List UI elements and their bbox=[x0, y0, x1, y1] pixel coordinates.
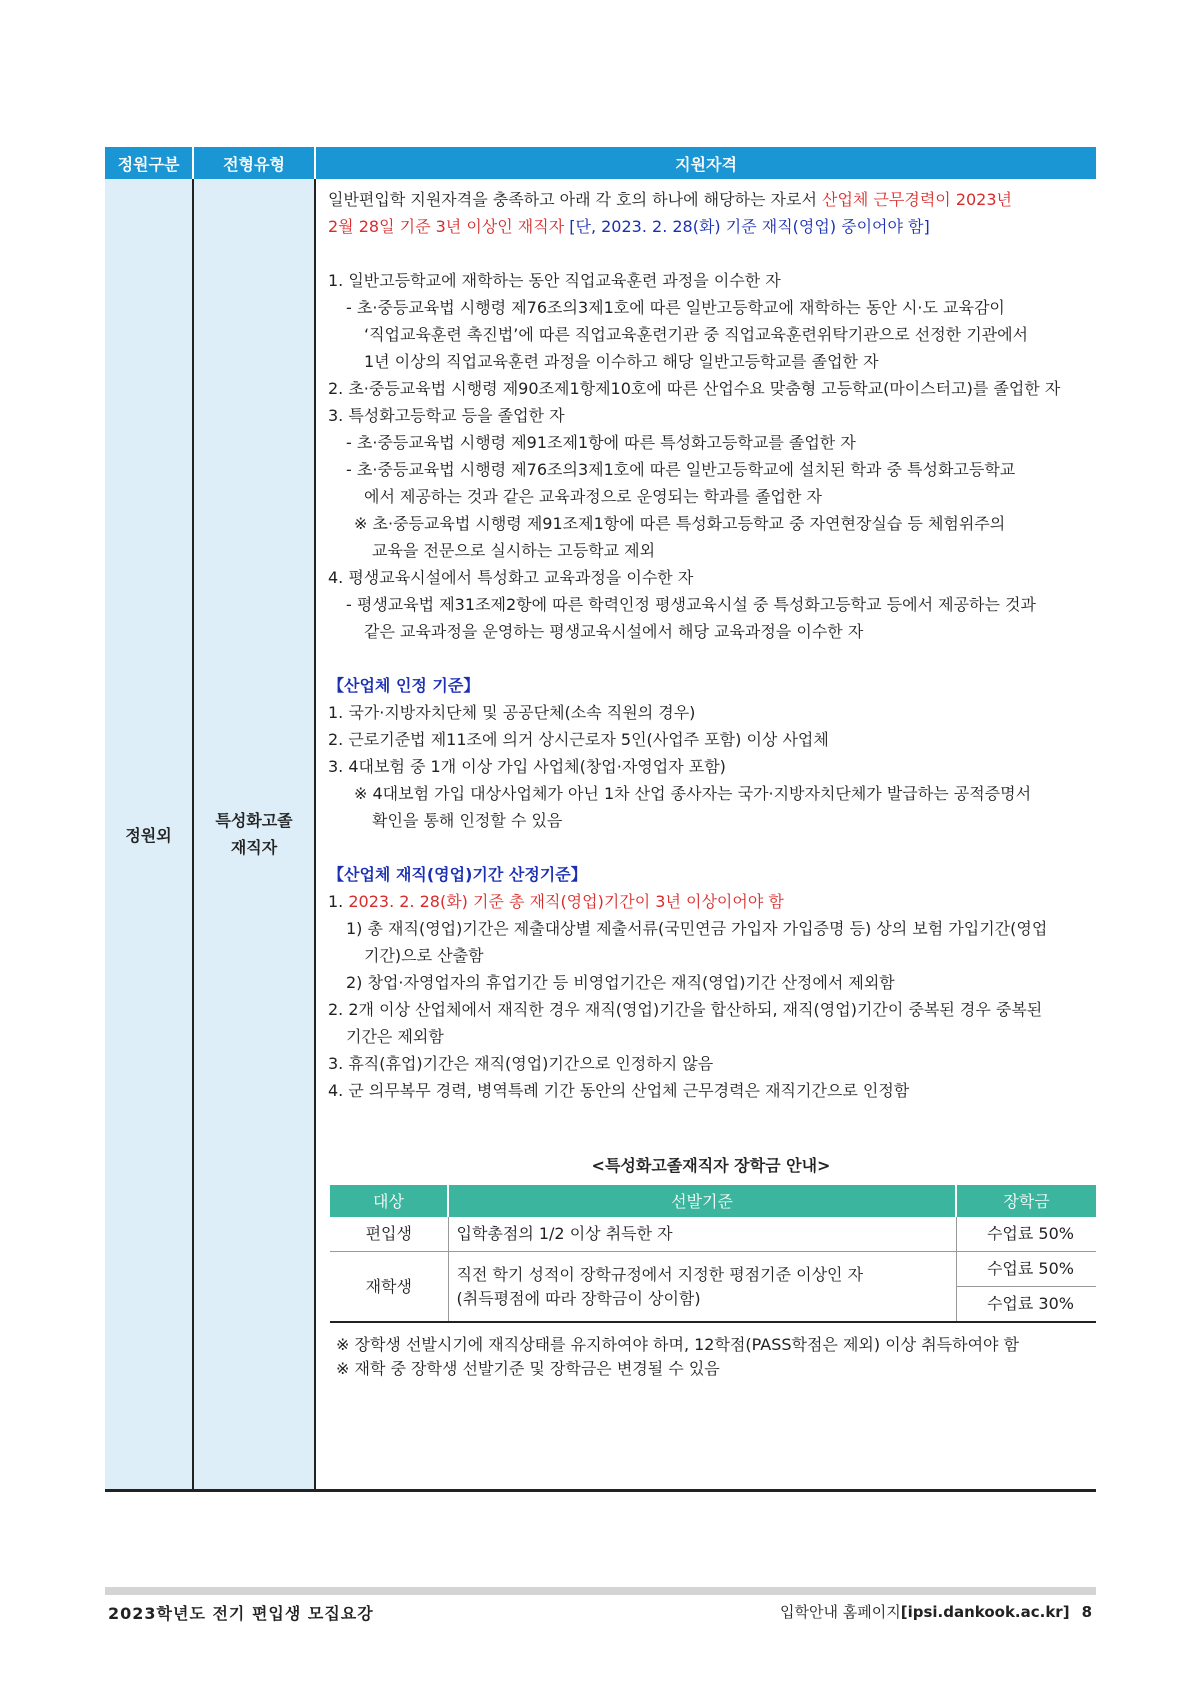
page-number: 8 bbox=[1081, 1603, 1092, 1621]
table-header-row bbox=[105, 147, 1096, 179]
criteria-item: 1. 국가·지방자치단체 및 공공단체(소속 직원의 경우) bbox=[328, 703, 696, 722]
type-label-line1: 특성화고졸 bbox=[215, 811, 293, 830]
qualification-cell bbox=[315, 179, 1096, 1491]
qual-item: ‘직업교육훈련 촉진법’에 따른 직업교육훈련기관 중 직업교육훈련위탁기관으로 선정한 기관에서 bbox=[364, 325, 1029, 344]
qual-item: - 초·중등교육법 시행령 제91조제1항에 따른 특성화고등학교를 졸업한 자 bbox=[346, 433, 856, 452]
scholarship-amount: 수업료 50% bbox=[956, 1252, 1096, 1287]
period-item: 4. 군 의무복무 경력, 병역특례 기간 동안의 산업체 근무경력은 재직기간으로 인정함 bbox=[328, 1081, 910, 1100]
period-item: 2) 창업·자영업자의 휴업기간 등 비영업기간은 재직(영업)기간 산정에서 제외함 bbox=[346, 973, 895, 992]
scholarship-table bbox=[330, 1185, 1096, 1323]
scholarship-header-amount: 장학금 bbox=[956, 1185, 1096, 1217]
qual-item: 4. 평생교육시설에서 특성화고 교육과정을 이수한 자 bbox=[328, 568, 694, 587]
intro-text: 일반편입학 지원자격을 충족하고 아래 각 호의 하나에 해당하는 자로서 bbox=[328, 190, 822, 209]
scholarship-target: 편입생 bbox=[330, 1217, 448, 1252]
period-item: 2. 2개 이상 산업체에서 재직한 경우 재직(영업)기간을 합산하되, 재직(영업)기간이 중복된 경우 중복된 bbox=[328, 1000, 1043, 1019]
category-label: 정원외 bbox=[125, 825, 172, 845]
footer-homepage-url[interactable]: [ipsi.dankook.ac.kr] bbox=[900, 1603, 1070, 1621]
intro-highlight: 산업체 근무경력이 2023년 bbox=[822, 190, 1012, 209]
category-cell bbox=[105, 179, 193, 1491]
scholarship-criteria-line2: (취득평점에 따라 장학금이 상이함) bbox=[456, 1288, 701, 1308]
qual-item: - 평생교육법 제31조제2항에 따른 학력인정 평생교육시설 중 특성화고등학교 등에서 제공하는 것과 bbox=[346, 595, 1036, 614]
header-type: 전형유형 bbox=[193, 147, 315, 179]
scholarship-criteria bbox=[448, 1252, 956, 1323]
period-item: 1) 총 재직(영업)기간은 제출대상별 제출서류(국민연금 가입자 가입증명 등) 상의 보험 가입기간(영업 bbox=[346, 919, 1048, 938]
type-label-line2: 재직자 bbox=[230, 838, 278, 857]
header-category: 정원구분 bbox=[105, 147, 193, 179]
scholarship-target: 재학생 bbox=[330, 1252, 448, 1323]
qual-item: 1. 일반고등학교에 재학하는 동안 직업교육훈련 과정을 이수한 자 bbox=[328, 271, 781, 290]
footer-homepage bbox=[780, 1601, 1092, 1622]
qual-item: 에서 제공하는 것과 같은 교육과정으로 운영되는 학과를 졸업한 자 bbox=[364, 487, 823, 506]
footer-homepage-label: 입학안내 홈페이지 bbox=[780, 1603, 901, 1621]
qual-item: 1년 이상의 직업교육훈련 과정을 이수하고 해당 일반고등학교를 졸업한 자 bbox=[364, 352, 879, 371]
type-cell bbox=[193, 179, 315, 1491]
period-item: 기간)으로 산출함 bbox=[364, 946, 484, 965]
period-item bbox=[328, 888, 1084, 915]
header-qualification: 지원자격 bbox=[315, 147, 1096, 179]
qual-item: - 초·중등교육법 시행령 제76조의3제1호에 따른 일반고등학교에 재학하는 동안 시·도 교육감이 bbox=[346, 298, 1005, 317]
criteria-item: 2. 근로기준법 제11조에 의거 상시근로자 5인(사업주 포함) 이상 사업체 bbox=[328, 730, 829, 749]
scholarship-header-row bbox=[330, 1185, 1096, 1217]
period-item-number: 1. bbox=[328, 892, 349, 911]
period-item: 3. 휴직(휴업)기간은 재직(영업)기간으로 인정하지 않음 bbox=[328, 1054, 714, 1073]
period-heading: 【산업체 재직(영업)기간 산정기준】 bbox=[328, 865, 587, 884]
intro-line-2 bbox=[328, 213, 1084, 240]
scholarship-amount: 수업료 50% bbox=[956, 1217, 1096, 1252]
qual-item: 3. 특성화고등학교 등을 졸업한 자 bbox=[328, 406, 565, 425]
scholarship-notes bbox=[328, 1333, 1084, 1381]
intro-note: [단, 2023. 2. 28(화) 기준 재직(영업) 중이어야 함] bbox=[564, 217, 930, 236]
footer-divider bbox=[105, 1587, 1096, 1595]
scholarship-amount: 수업료 30% bbox=[986, 1294, 1074, 1313]
criteria-item: ※ 4대보험 가입 대상사업체가 아닌 1차 산업 종사자는 국가·지방자치단체가 발급하는 공적증명서 bbox=[354, 784, 1032, 803]
table-row bbox=[330, 1217, 1096, 1252]
scholarship-criteria: 입학총점의 1/2 이상 취득한 자 bbox=[448, 1217, 956, 1252]
period-highlight: 2023. 2. 28(화) 기준 총 재직(영업)기간이 3년 이상이어야 함 bbox=[348, 892, 784, 911]
table-row bbox=[330, 1252, 1096, 1287]
scholarship-header-target: 대상 bbox=[330, 1185, 448, 1217]
qual-item: 2. 초·중등교육법 시행령 제90조제1항제10호에 따른 산업수요 맞춤형 고등학교(마이스터고)를 졸업한 자 bbox=[328, 379, 1061, 398]
scholarship-title: <특성화고졸재직자 장학금 안내> bbox=[591, 1156, 831, 1175]
criteria-item: 확인을 통해 인정할 수 있음 bbox=[372, 811, 563, 830]
criteria-item: 3. 4대보험 중 1개 이상 가입 사업체(창업·자영업자 포함) bbox=[328, 757, 726, 776]
table-row bbox=[105, 179, 1096, 1491]
scholarship-criteria-line1: 직전 학기 성적이 장학규정에서 지정한 평점기준 이상인 자 bbox=[456, 1264, 864, 1284]
criteria-heading: 【산업체 인정 기준】 bbox=[328, 676, 480, 695]
admission-table bbox=[105, 147, 1096, 1492]
intro-highlight: 2월 28일 기준 3년 이상인 재직자 bbox=[328, 217, 565, 236]
scholarship-header-criteria: 선발기준 bbox=[448, 1185, 956, 1217]
scholarship-note: ※ 재학 중 장학생 선발기준 및 장학금은 변경될 수 있음 bbox=[336, 1359, 720, 1378]
qual-item: 같은 교육과정을 운영하는 평생교육시설에서 해당 교육과정을 이수한 자 bbox=[364, 622, 864, 641]
footer-title: 2023학년도 전기 편입생 모집요강 bbox=[108, 1604, 374, 1623]
intro-line-1 bbox=[328, 186, 1084, 213]
qual-item: - 초·중등교육법 시행령 제76조의3제1호에 따른 일반고등학교에 설치된 학과 중 특성화고등학교 bbox=[346, 460, 1016, 479]
period-item: 기간은 제외함 bbox=[346, 1027, 444, 1046]
qual-item: 교육을 전문으로 실시하는 고등학교 제외 bbox=[372, 541, 656, 560]
scholarship-note: ※ 장학생 선발시기에 재직상태를 유지하여야 하며, 12학점(PASS학점은 제외) 이상 취득하여야 함 bbox=[336, 1335, 1020, 1354]
qual-item: ※ 초·중등교육법 시행령 제91조제1항에 따른 특성화고등학교 중 자연현장실습 등 체험위주의 bbox=[354, 514, 1006, 533]
